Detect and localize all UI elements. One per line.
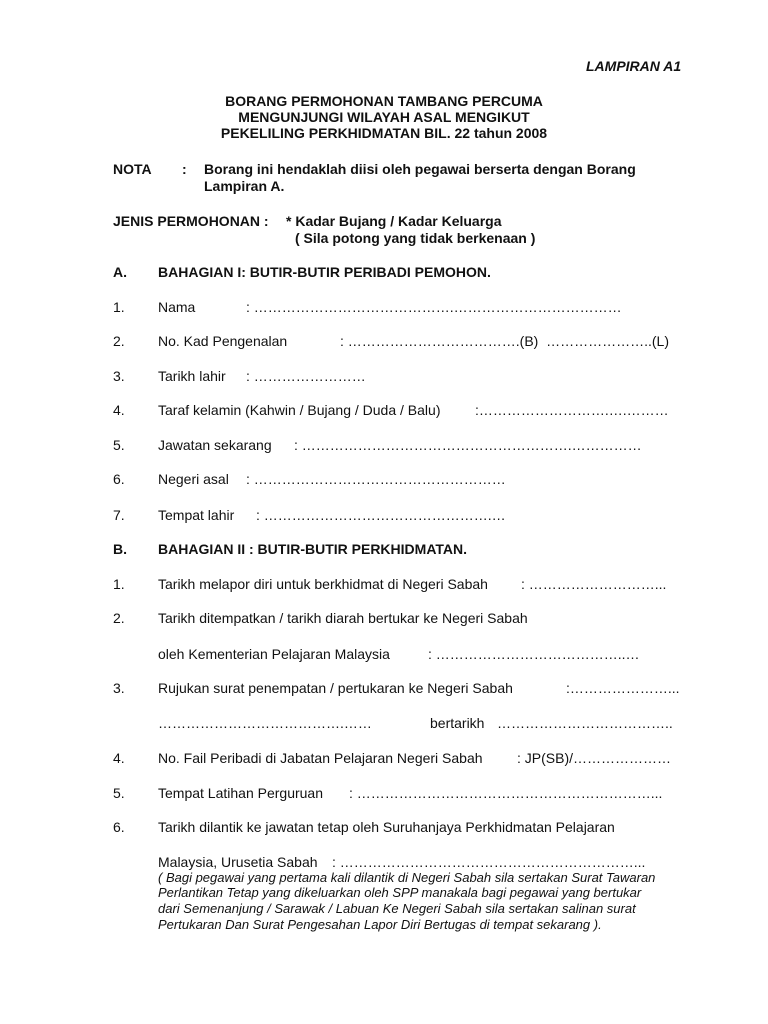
field-appointment-date[interactable]: : ………………………………………………………... bbox=[332, 854, 646, 870]
field-label-marital-status: Taraf kelamin (Kahwin / Bujang / Duda / Balu) bbox=[158, 402, 441, 418]
field-current-position[interactable]: : ………………………………………………….…………… bbox=[294, 437, 642, 453]
item-number: 4. bbox=[113, 750, 125, 766]
field-personal-file-no[interactable]: : JP(SB)/………………… bbox=[517, 750, 672, 766]
section-a-title: BAHAGIAN I: BUTIR-BUTIR PERIBADI PEMOHON. bbox=[158, 264, 491, 280]
field-label-current-position: Jawatan sekarang bbox=[158, 437, 272, 453]
note-line: Perlantikan Tetap yang dikeluarkan oleh SPP manakala bagi pegawai yang bertukar bbox=[158, 885, 642, 900]
field-label-posting-date-cont: oleh Kementerian Pelajaran Malaysia bbox=[158, 646, 390, 662]
nota-text-line-2: Lampiran A. bbox=[204, 178, 285, 194]
field-label-birth-date: Tarikh lahir bbox=[158, 368, 226, 384]
field-birth-date[interactable]: : …………………… bbox=[246, 368, 366, 384]
field-label-training-place: Tempat Latihan Perguruan bbox=[158, 785, 323, 801]
field-marital-status[interactable]: :……………………….….……… bbox=[475, 402, 669, 418]
field-label-birth-place: Tempat lahir bbox=[158, 507, 235, 523]
item-number: 3. bbox=[113, 680, 125, 696]
item-number: 3. bbox=[113, 368, 125, 384]
nota-text-line-1: Borang ini hendaklah diisi oleh pegawai berserta dengan Borang bbox=[204, 161, 636, 177]
field-posting-date[interactable]: : …………………………………..… bbox=[428, 646, 640, 662]
field-label-posting-letter-ref: Rujukan surat penempatan / pertukaran ke Negeri Sabah bbox=[158, 680, 513, 696]
note-line: ( Bagi pegawai yang pertama kali dilantik di Negeri Sabah sila sertakan Surat Tawaran bbox=[158, 870, 656, 885]
application-type-options[interactable]: * Kadar Bujang / Kadar Keluarga bbox=[286, 213, 502, 229]
field-label-dated: bertarikh bbox=[430, 715, 485, 731]
field-label-appointment-date-cont: Malaysia, Urusetia Sabah bbox=[158, 854, 318, 870]
field-birth-place[interactable]: : ………………………………………….… bbox=[256, 507, 506, 523]
item-number: 6. bbox=[113, 471, 125, 487]
item-number: 2. bbox=[113, 610, 125, 626]
field-posting-letter-ref[interactable]: :…………………... bbox=[566, 680, 680, 696]
field-label-ic: No. Kad Pengenalan bbox=[158, 333, 288, 349]
field-training-place[interactable]: : ………………………………………………………... bbox=[349, 785, 663, 801]
section-a-letter: A. bbox=[113, 264, 127, 280]
item-number: 5. bbox=[113, 437, 125, 453]
item-number: 7. bbox=[113, 507, 125, 523]
field-label-nama: Nama bbox=[158, 299, 196, 315]
field-label-home-state: Negeri asal bbox=[158, 471, 229, 487]
field-posting-letter-date[interactable]: ……………………………….. bbox=[497, 715, 673, 731]
note-line: Pertukaran Dan Surat Pengesahan Lapor Diri Bertugas di tempat sekarang ). bbox=[158, 917, 602, 932]
application-type-label: JENIS PERMOHONAN : bbox=[113, 213, 269, 229]
item-number: 1. bbox=[113, 299, 125, 315]
nota-label: NOTA bbox=[113, 161, 152, 177]
field-report-date[interactable]: : ………………………... bbox=[521, 576, 667, 592]
field-ic[interactable]: : ……………………………….(B) …………………..(L) bbox=[340, 333, 669, 349]
field-posting-letter-ref-cont[interactable]: ………………………………….…… bbox=[158, 715, 372, 731]
item-number: 1. bbox=[113, 576, 125, 592]
application-type-instruction: ( Sila potong yang tidak berkenaan ) bbox=[295, 230, 536, 246]
form-title-line-3: PEKELILING PERKHIDMATAN BIL. 22 tahun 2008 bbox=[220, 125, 548, 141]
field-label-report-date: Tarikh melapor diri untuk berkhidmat di Negeri Sabah bbox=[158, 576, 488, 592]
form-title-line-2: MENGUNJUNGI WILAYAH ASAL MENGIKUT bbox=[238, 109, 530, 125]
field-home-state[interactable]: : ……………………………………………… bbox=[246, 471, 506, 487]
field-label-posting-date: Tarikh ditempatkan / tarikh diarah bertukar ke Negeri Sabah bbox=[158, 610, 528, 626]
item-number: 2. bbox=[113, 333, 125, 349]
field-label-personal-file-no: No. Fail Peribadi di Jabatan Pelajaran Negeri Sabah bbox=[158, 750, 483, 766]
nota-colon: : bbox=[182, 161, 187, 177]
form-title-line-1: BORANG PERMOHONAN TAMBANG PERCUMA bbox=[225, 93, 543, 109]
field-label-appointment-date: Tarikh dilantik ke jawatan tetap oleh Suruhanjaya Perkhidmatan Pelajaran bbox=[158, 819, 615, 835]
section-b-title: BAHAGIAN II : BUTIR-BUTIR PERKHIDMATAN. bbox=[158, 541, 468, 557]
attachment-label: LAMPIRAN A1 bbox=[586, 58, 682, 74]
field-nama[interactable]: : …………………………………….……………………………… bbox=[246, 299, 622, 315]
item-number: 5. bbox=[113, 785, 125, 801]
item-number: 4. bbox=[113, 402, 125, 418]
section-b-letter: B. bbox=[113, 541, 127, 557]
item-number: 6. bbox=[113, 819, 125, 835]
note-line: dari Semenanjung / Sarawak / Labuan Ke Negeri Sabah sila sertakan salinan surat bbox=[158, 901, 636, 916]
